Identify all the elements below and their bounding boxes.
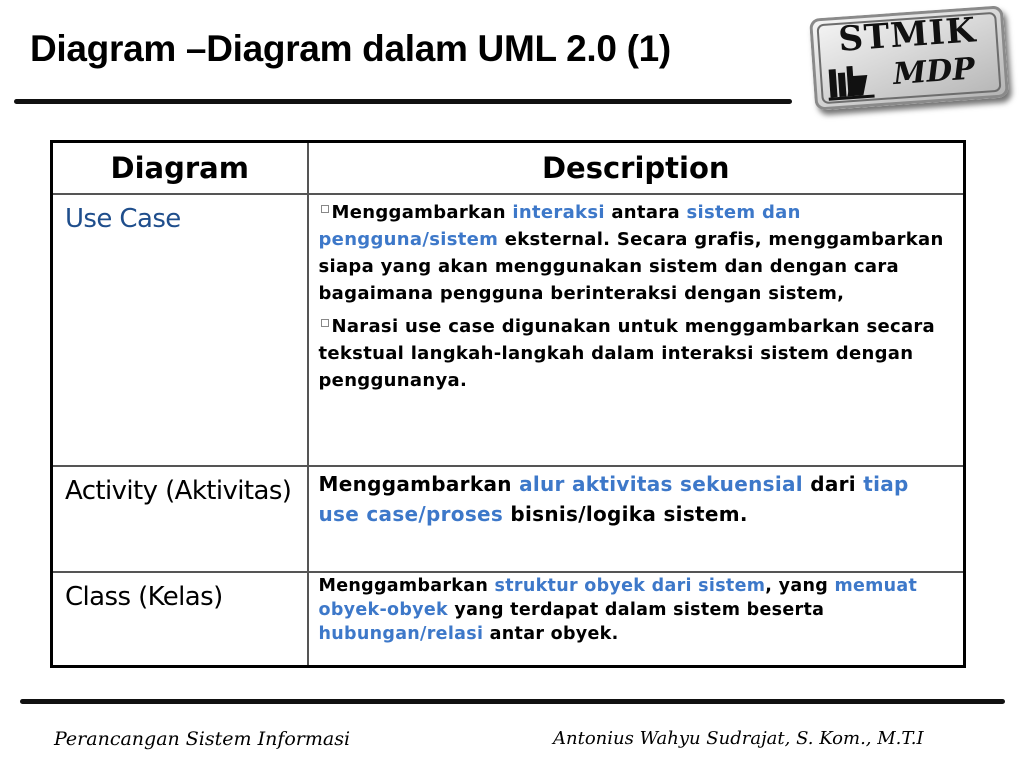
description-cell-use-case	[308, 194, 965, 466]
logo-bottom-text: MDP	[891, 51, 977, 93]
bullet-icon	[321, 205, 329, 213]
table-row-class	[52, 572, 965, 666]
books-icon	[826, 60, 877, 101]
uml-diagram-table	[50, 140, 966, 668]
description-cell-class: Menggambarkan struktur obyek dari sistem, yang memuat obyek-obyek yang terdapat dalam sistem beserta hubungan/relasi antar obyek.	[308, 572, 965, 666]
table-row-activity	[52, 466, 965, 572]
diagram-cell-class: Class (Kelas)	[52, 572, 308, 666]
bullet-icon	[321, 319, 329, 327]
footer-course-title: Perancangan Sistem Informasi	[54, 728, 351, 750]
footer-divider	[20, 699, 1005, 704]
footer-author: Antonius Wahyu Sudrajat, S. Kom., M.T.I	[553, 728, 924, 749]
description-cell-activity: Menggambarkan alur aktivitas sekuensial dari tiap use case/proses bisnis/logika sistem.	[308, 466, 965, 572]
stmik-mdp-logo	[809, 5, 1009, 110]
page-title: Diagram –Diagram dalam UML 2.0 (1)	[30, 28, 671, 69]
table-header-row	[52, 142, 965, 195]
use-case-paragraph-2: Narasi use case digunakan untuk menggambarkan secara tekstual langkah-langkah dalam interaksi sistem dengan penggunanya.	[318, 316, 936, 391]
logo-top-text: STMIK	[837, 10, 978, 60]
use-case-paragraph-1: Menggambarkan interaksi antara sistem dan pengguna/sistem eksternal. Secara grafis, menggambarkan siapa yang akan menggunakan sistem dan dengan cara bagaimana pengguna berinteraksi dengan sistem,	[318, 202, 944, 304]
header-diagram: Diagram	[52, 142, 308, 195]
diagram-cell-use-case: Use Case	[52, 194, 308, 466]
header-description: Description	[308, 142, 965, 195]
diagram-cell-activity: Activity (Aktivitas)	[52, 466, 308, 572]
title-divider	[14, 99, 792, 104]
table-row-use-case	[52, 194, 965, 466]
